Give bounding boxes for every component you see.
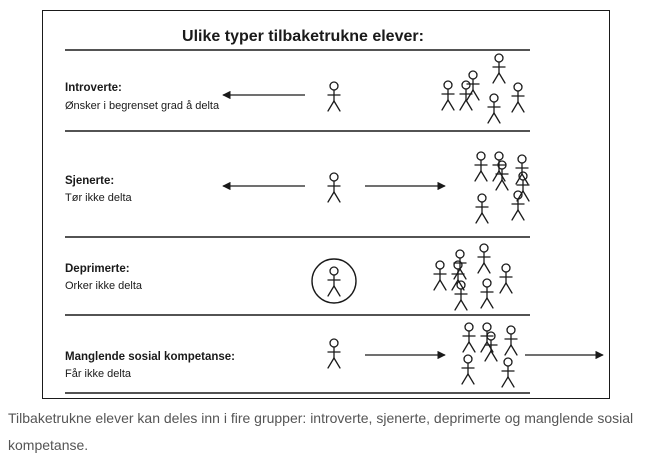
row-heading: Deprimerte: (65, 263, 130, 275)
row-deprimerte (65, 244, 512, 310)
group-student-figure (488, 94, 500, 123)
student-group (475, 152, 529, 223)
row-description: Tør ikke delta (65, 192, 132, 204)
group-student-figure (475, 152, 487, 181)
rows-layer (65, 54, 603, 387)
solo-student-figure (328, 339, 340, 368)
row-heading: Introverte: (65, 82, 122, 94)
group-student-figure (478, 244, 490, 273)
figure-title: Ulike typer tilbaketrukne elever: (182, 28, 424, 45)
group-student-figure (434, 261, 446, 290)
row-introverte (65, 54, 524, 123)
group-student-figure (462, 355, 474, 384)
group-student-figure (512, 191, 524, 220)
group-student-figure (442, 81, 454, 110)
group-student-figure (481, 279, 493, 308)
group-student-figure (505, 326, 517, 355)
group-student-figure (493, 152, 505, 181)
row-sjenerte (65, 152, 529, 223)
row-heading: Sjenerte: (65, 175, 115, 187)
student-group (442, 54, 524, 123)
group-student-figure (512, 83, 524, 112)
group-student-figure (467, 71, 479, 100)
student-group (462, 323, 517, 387)
row-heading: Manglende sosial kompetanse: (65, 351, 235, 363)
figure-diagram (43, 11, 611, 400)
solo-student-figure (328, 82, 340, 111)
group-student-figure (476, 194, 488, 223)
row-description: Orker ikke delta (65, 280, 143, 292)
row-manglende-sosial-kompetanse (65, 323, 603, 387)
row-description: Ønsker i begrenset grad å delta (65, 100, 220, 112)
solo-student-figure (328, 173, 340, 202)
row-description: Får ikke delta (65, 368, 132, 380)
group-student-figure (502, 358, 514, 387)
group-student-figure (463, 323, 475, 352)
solo-student-figure (328, 267, 340, 296)
group-student-figure (493, 54, 505, 83)
group-student-figure (452, 261, 464, 290)
figure-caption: Tilbaketrukne elever kan deles inn i fire grupper: introverte, sjenerte, deprimerte og manglende sosial kompetanse. (8, 410, 634, 453)
figure-frame (42, 10, 610, 399)
student-group (434, 244, 512, 310)
group-student-figure (500, 264, 512, 293)
